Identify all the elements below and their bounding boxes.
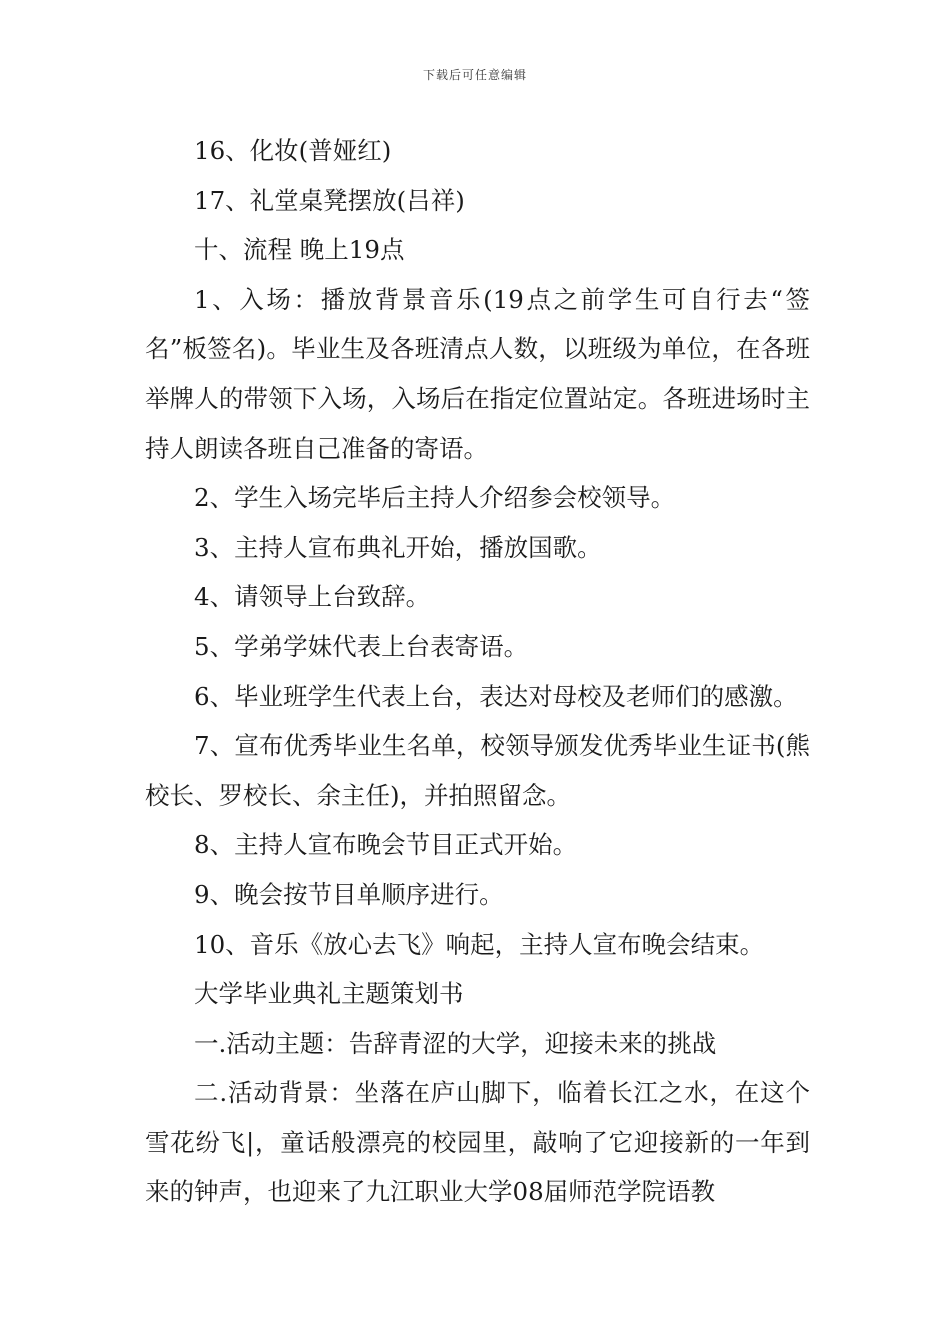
paragraph-step-6: 6、毕业班学生代表上台，表达对母校及老师们的感激。: [194, 681, 798, 711]
paragraph-step-1: 1、入场：播放背景音乐(19点之前学生可自行去“签名”板签名)。毕业生及各班清点人数，以班级为单位，在各班举牌人的带领下入场，入场后在指定位置站定。各班进场时主持人朗读各班自己准备的寄语。: [145, 284, 810, 463]
page-header: 下载后可任意编辑: [422, 68, 527, 82]
paragraph-step-3: 3、主持人宣布典礼开始，播放国歌。: [194, 532, 602, 562]
document-body: [145, 126, 810, 1217]
paragraph-activity-background: 二.活动背景：坐落在庐山脚下，临着长江之水，在这个雪花纷飞|，童话般漂亮的校园里，敲响了它迎接新的一年到来的钟声，也迎来了九江职业大学08届师范学院语教: [145, 1078, 810, 1207]
section-title-plan: 大学毕业典礼主题策划书: [194, 979, 464, 1009]
paragraph-item-17: 17、礼堂桌凳摆放(吕祥): [194, 185, 465, 215]
paragraph-step-5: 5、学弟学妹代表上台表寄语。: [194, 631, 529, 661]
paragraph-item-16: 16、化妆(普娅红): [194, 136, 392, 165]
paragraph-activity-theme: 一.活动主题：告辞青涩的大学，迎接未来的挑战: [194, 1028, 717, 1058]
paragraph-step-4: 4、请领导上台致辞。: [194, 582, 431, 612]
paragraph-step-2: 2、学生入场完毕后主持人介绍参会校领导。: [194, 483, 676, 513]
paragraph-step-7: 7、宣布优秀毕业生名单，校领导颁发优秀毕业生证书(熊校长、罗校长、余主任)，并拍照留念。: [145, 731, 810, 810]
paragraph-step-9: 9、晚会按节目单顺序进行。: [194, 879, 504, 909]
paragraph-step-8: 8、主持人宣布晚会节目正式开始。: [194, 830, 578, 860]
section-heading-flow: 十、流程 晚上19点: [194, 235, 405, 265]
paragraph-step-10: 10、音乐《放心去飞》响起，主持人宣布晚会结束。: [194, 929, 765, 959]
